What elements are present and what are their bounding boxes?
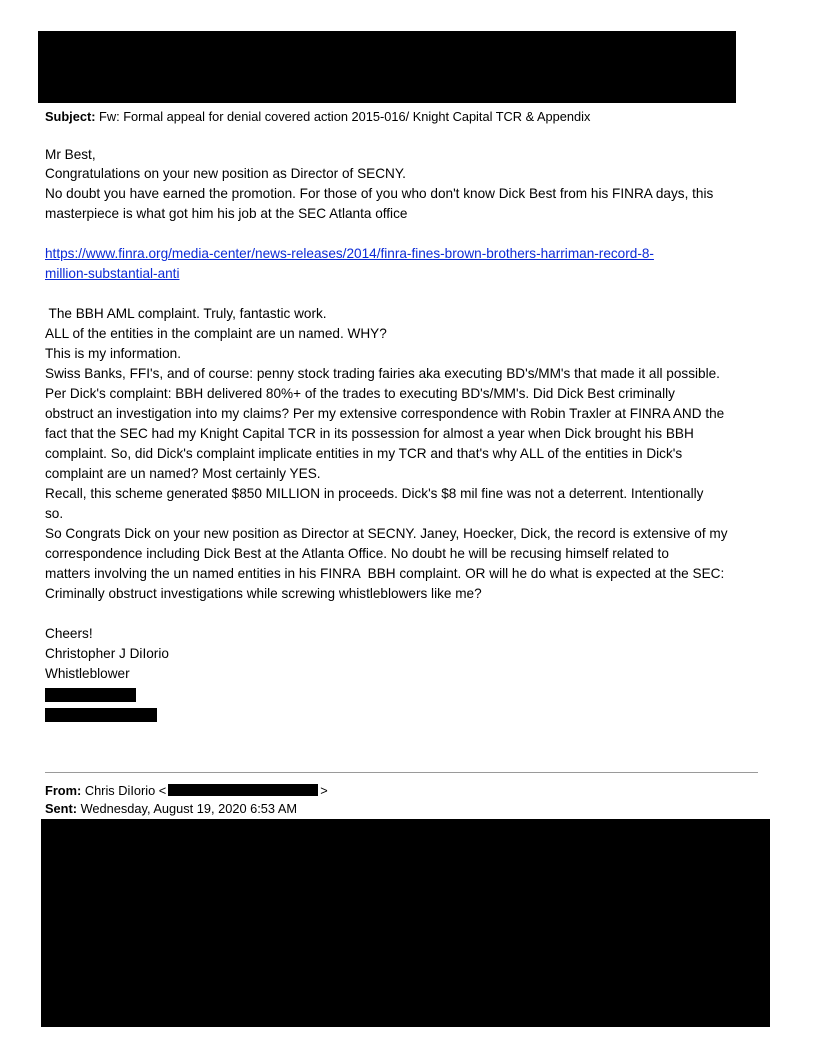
body-line: So Congrats Dick on your new position as Director at SECNY. Janey, Hoecker, Dick, the record is extensive of my (45, 526, 728, 541)
body-line: matters involving the un named entities in his FINRA BBH complaint. OR will he do what is expected at the SEC: (45, 566, 725, 581)
finra-link[interactable] (45, 244, 654, 264)
redaction-header-block (38, 31, 736, 103)
body-line: Recall, this scheme generated $850 MILLION in proceeds. Dick's $8 mil fine was not a deterrent. Intentionally (45, 486, 704, 501)
body-line: The BBH AML complaint. Truly, fantastic work. (45, 306, 327, 321)
sent-value: Wednesday, August 19, 2020 6:53 AM (80, 801, 298, 816)
body-line: Swiss Banks, FFI's, and of course: penny stock trading fairies aka executing BD's/MM's that made it all possible. (45, 366, 720, 381)
finra-link-line2[interactable]: million-substantial-anti (45, 266, 180, 281)
body-line: No doubt you have earned the promotion. For those of you who don't know Dick Best from his FINRA days, this (45, 186, 714, 201)
body-line: obstruct an investigation into my claims? Per my extensive correspondence with Robin Traxler at FINRA AND the (45, 406, 725, 421)
body-line: masterpiece is what got him his job at the SEC Atlanta office (45, 206, 408, 221)
redaction-bottom-block (41, 819, 770, 1027)
body-line: complaint are un named? Most certainly YES. (45, 466, 321, 481)
closing: Cheers! (45, 626, 93, 641)
subject-value: Fw: Formal appeal for denial covered action 2015-016/ Knight Capital TCR & Appendix (99, 109, 591, 124)
from-value: Chris DiIorio < (84, 783, 167, 798)
body-line: correspondence including Dick Best at the Atlanta Office. No doubt he will be recusing himself related to (45, 546, 669, 561)
body-line: so. (45, 506, 64, 521)
body-line: complaint. So, did Dick's complaint implicate entities in my TCR and that's why ALL of the entities in Dick's (45, 446, 683, 461)
sent-line (45, 800, 297, 818)
from-line (45, 782, 328, 800)
greeting: Mr Best, (45, 147, 96, 162)
body-line: Per Dick's complaint: BBH delivered 80%+ of the trades to executing BD's/MM's. Did Dick Best criminally (45, 386, 675, 401)
redaction-signature-1 (45, 688, 136, 702)
body-line: This is my information. (45, 346, 181, 361)
divider (45, 772, 758, 773)
from-label: From: (45, 783, 82, 798)
subject-line (45, 108, 590, 126)
body-line: Criminally obstruct investigations while screwing whistleblowers like me? (45, 586, 482, 601)
body-line: ALL of the entities in the complaint are un named. WHY? (45, 326, 387, 341)
redaction-signature-2 (45, 708, 157, 722)
redaction-email (168, 784, 318, 796)
subject-label: Subject: (45, 109, 96, 124)
signature-name: Christopher J DiIorio (45, 646, 169, 661)
body-line: Congratulations on your new position as Director of SECNY. (45, 166, 406, 181)
signature-title: Whistleblower (45, 666, 130, 681)
body-line: fact that the SEC had my Knight Capital TCR in its possession for almost a year when Dick brought his BBH (45, 426, 694, 441)
from-close: > (320, 783, 328, 798)
finra-link-cont[interactable] (45, 264, 179, 284)
sent-label: Sent: (45, 801, 77, 816)
finra-link-line1[interactable]: https://www.finra.org/media-center/news-releases/2014/finra-fines-brown-brothers-harriman-record-8- (45, 246, 654, 261)
